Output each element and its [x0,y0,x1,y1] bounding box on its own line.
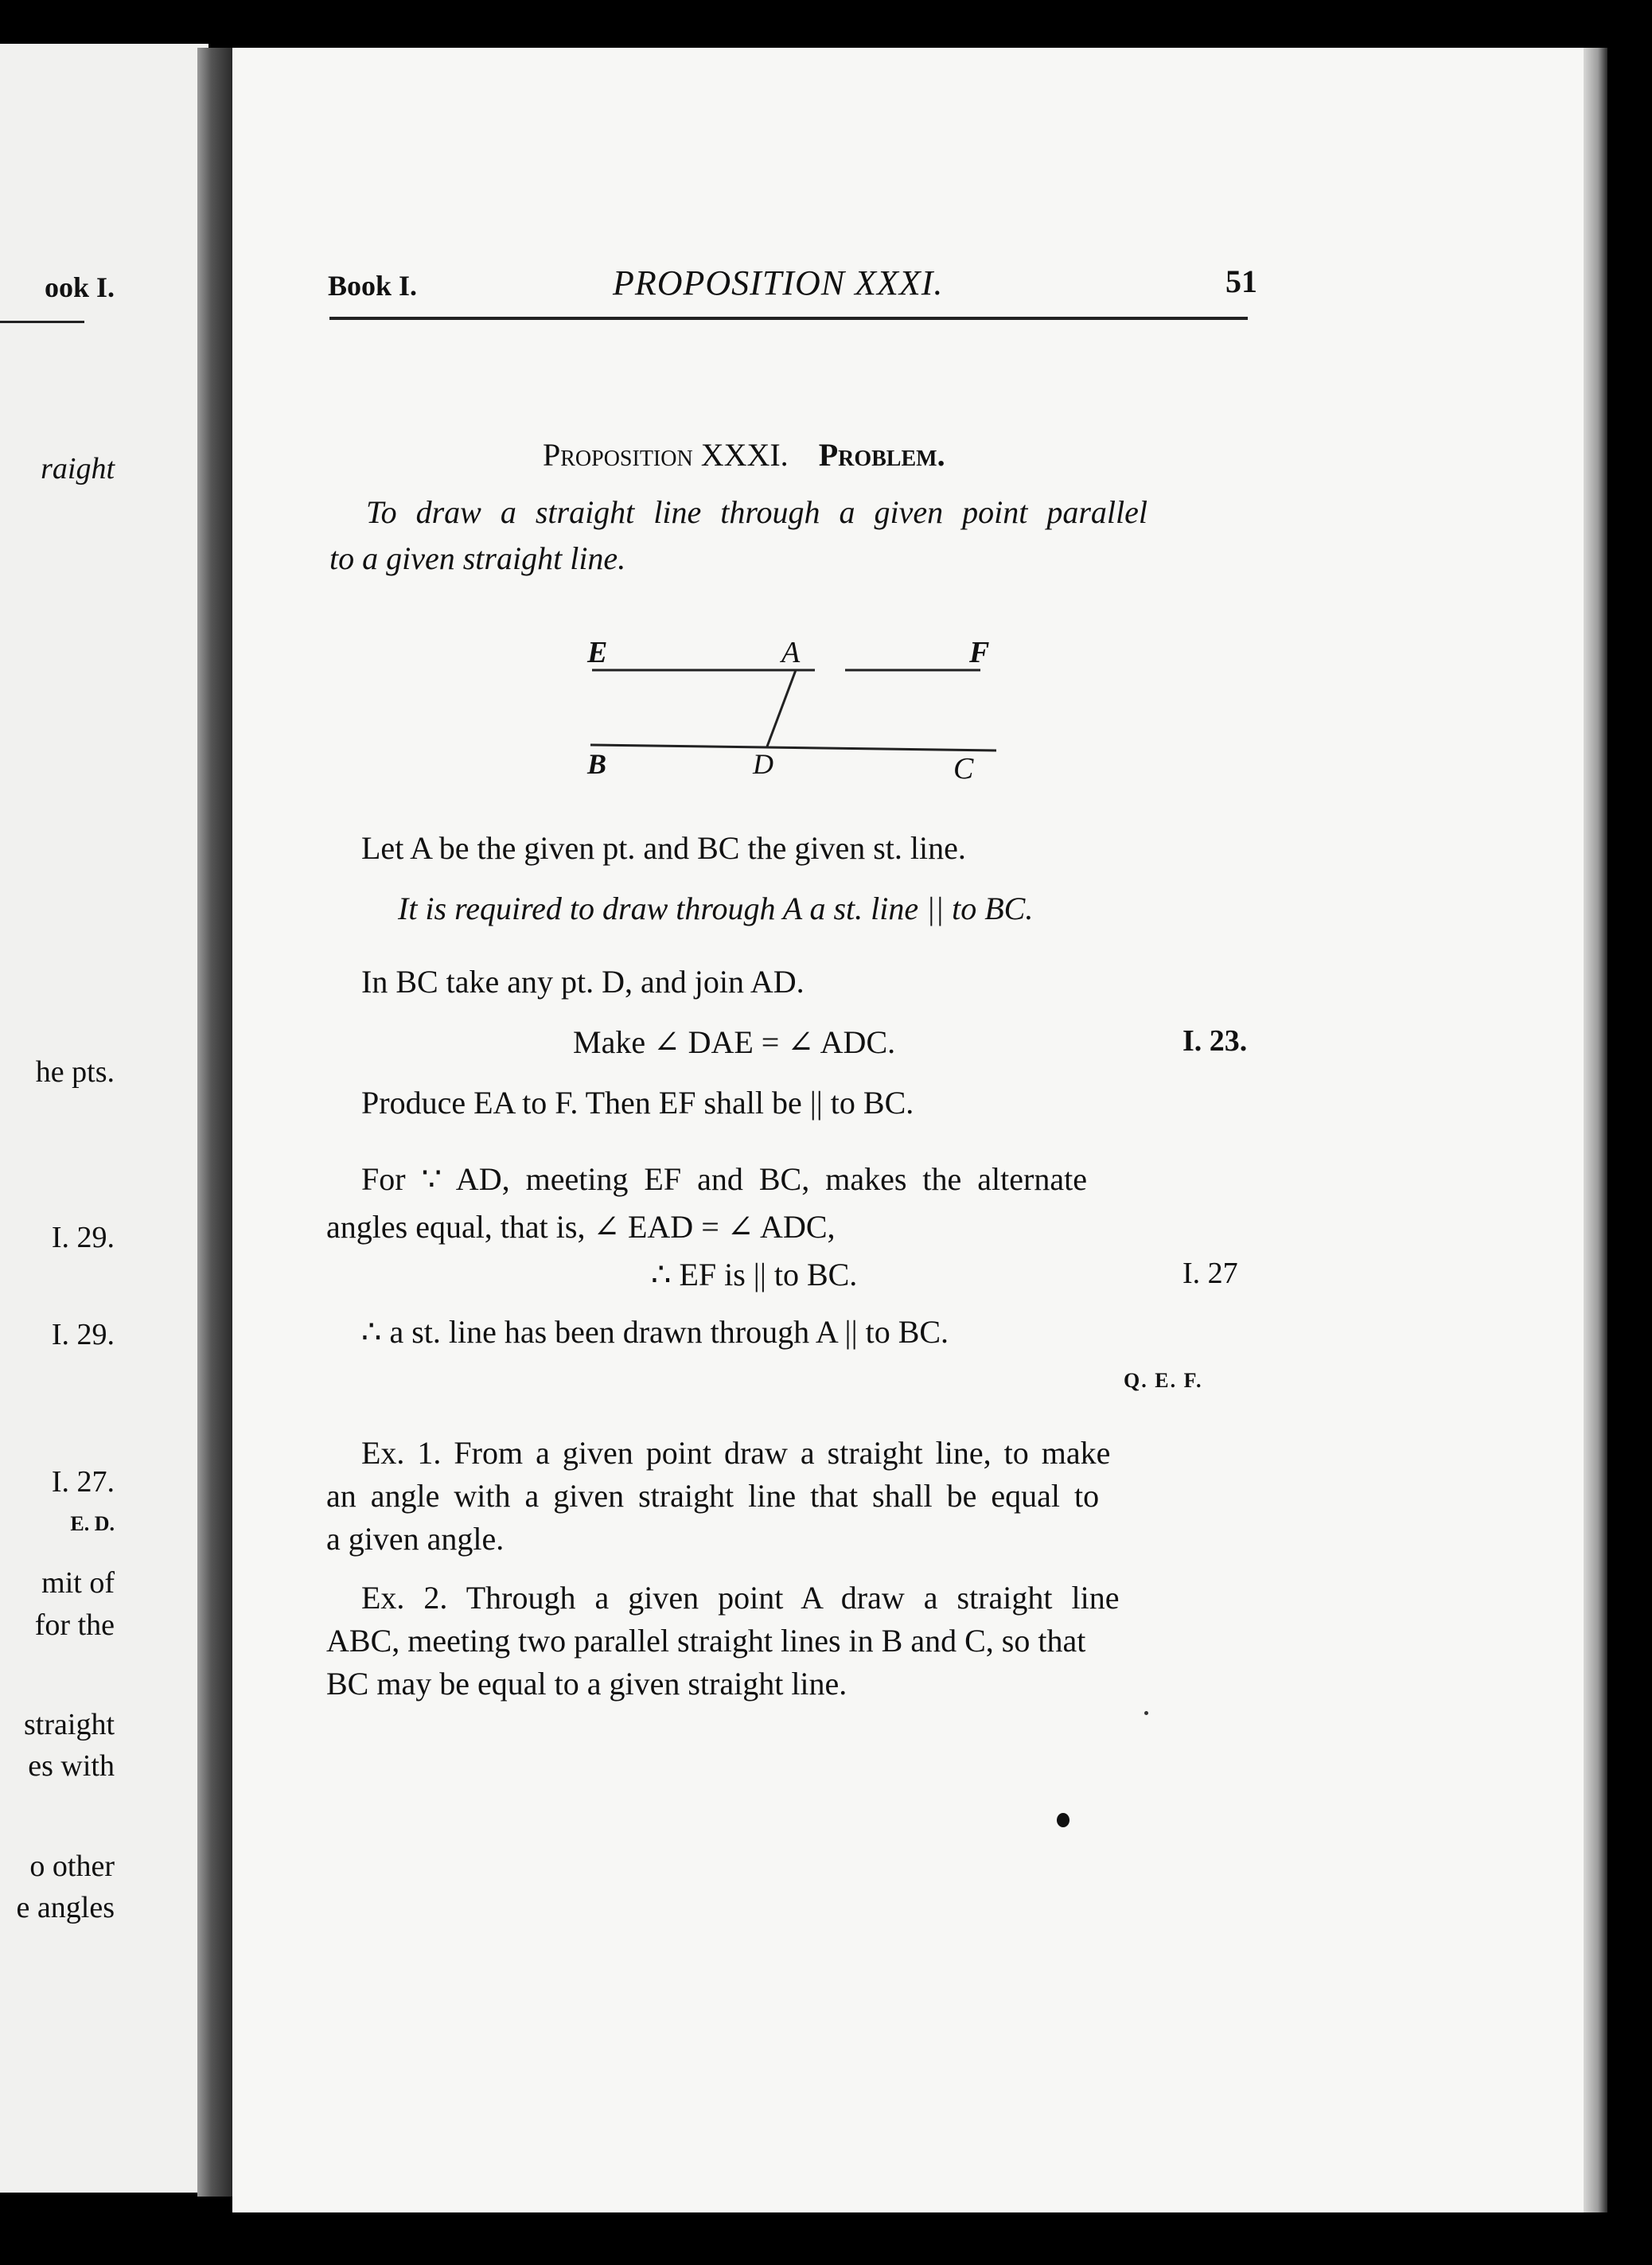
left-line-12: e angles [16,1891,115,1924]
exercise-1-line-2: an angle with a given straight line that shall be equal to [326,1478,1100,1514]
construction-step-3: Produce EA to F. Then EF shall be || to BC. [361,1085,914,1121]
enunciation-line-1: To draw a straight line through a given point parallel [366,494,1147,530]
left-line-7: mit of [41,1566,115,1600]
qef-mark: Q. E. F. [1124,1369,1203,1392]
left-line-2: he pts. [35,1055,115,1089]
book-gutter-shadow [197,48,232,2197]
left-line-4: I. 29. [51,1318,115,1351]
left-page-fragment [0,44,208,2193]
line-ad [767,670,796,747]
scan-speck [1057,1813,1070,1827]
left-line-8: for the [34,1608,115,1642]
exercise-2-line-3: BC may be equal to a given straight line. [326,1666,847,1702]
running-header-book: Book I. [328,270,418,302]
conclusion-line-2: ∴ a st. line has been drawn through A || to BC. [361,1314,949,1350]
left-page-header: ook I. [44,271,115,303]
running-header-title: PROPOSITION XXXI. [613,263,944,302]
reason-line-1: For ∵ AD, meeting EF and BC, makes the alternate [361,1161,1087,1197]
page-right-edge [1584,48,1607,2212]
construction-step-2-reference: I. 23. [1183,1024,1248,1058]
conclusion-line-1: ∴ EF is || to BC. [651,1257,858,1292]
left-line-1: raight [41,452,115,485]
label-c: C [953,752,974,786]
label-e: E [587,636,608,669]
left-line-3: I. 29. [51,1221,115,1254]
label-f: F [969,636,990,669]
exercise-1-line-1: Ex. 1. From a given point draw a straight line, to make [361,1435,1111,1471]
proposition-heading [543,436,945,474]
left-line-10: es with [28,1749,115,1783]
exercise-2-line-2: ABC, meeting two parallel straight lines in B and C, so that [326,1623,1086,1659]
left-line-5: I. 27. [51,1465,115,1499]
main-page [232,48,1599,2212]
line-bc [590,745,996,750]
left-line-9: straight [24,1708,115,1741]
conclusion-line-1-reference: I. 27 [1183,1257,1238,1290]
page-number: 51 [1225,263,1257,299]
label-b: B [587,748,607,780]
construction-step-2: Make ∠ DAE = ∠ ADC. [573,1024,896,1060]
reason-line-2: angles equal, that is, ∠ EAD = ∠ ADC, [326,1209,836,1245]
geometry-figure [582,621,1044,788]
left-line-6: E. D. [70,1512,115,1535]
header-rule [329,317,1248,320]
exercise-1-line-3: a given angle. [326,1521,505,1557]
left-header-rule [0,321,84,323]
label-d: D [753,748,773,780]
required-statement: It is required to draw through A a st. line || to BC. [398,891,1034,926]
enunciation-line-2: to a given straight line. [329,540,626,576]
problem-label: Problem. [818,437,945,473]
left-line-11: o other [29,1850,115,1883]
given-statement: Let A be the given pt. and BC the given st. line. [361,830,966,866]
label-a: A [781,636,801,669]
construction-step-1: In BC take any pt. D, and join AD. [361,964,805,1000]
proposition-label: Proposition XXXI. [543,437,789,473]
scan-speck [1144,1711,1148,1715]
exercise-2-line-1: Ex. 2. Through a given point A draw a straight line [361,1580,1120,1616]
